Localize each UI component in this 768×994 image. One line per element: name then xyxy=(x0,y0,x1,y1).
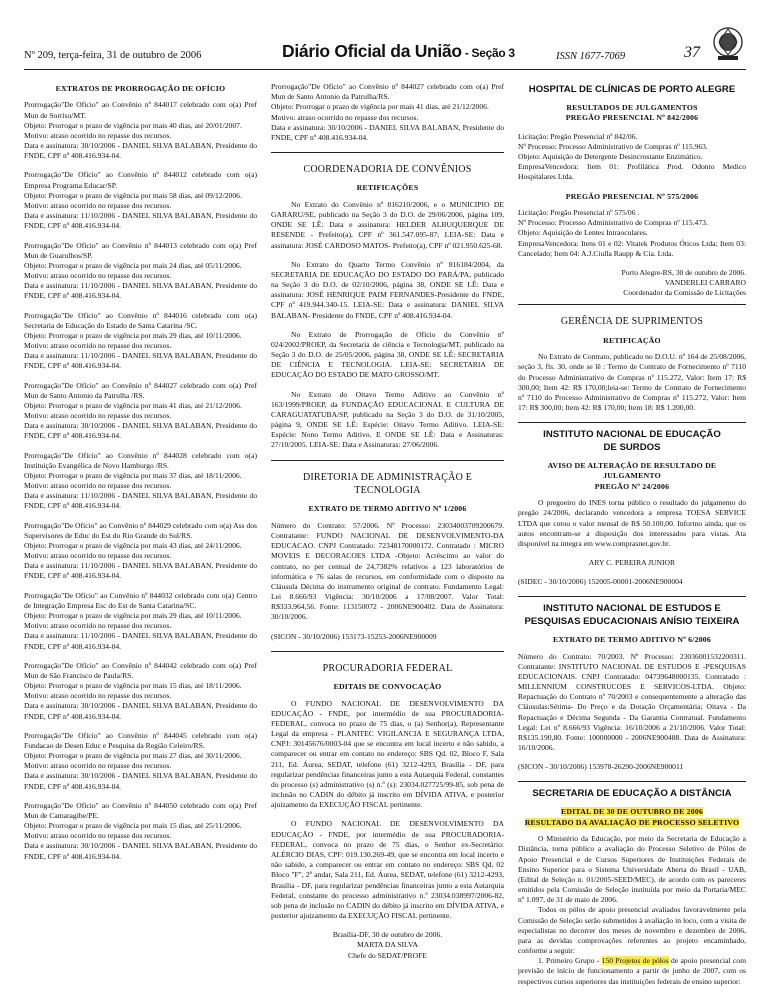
signature-name: VANDERLEI CARRARO xyxy=(664,278,746,288)
highlighted-phrase: 150 Projetos de pólos xyxy=(601,956,669,966)
section-title: EXTRATOS DE PRORROGAÇÃO DE OFÍCIO xyxy=(55,84,226,93)
extract-line: Prorrogação"De Ofício" ao Convênio nº 844032 celebrado com o(a) Centro de Integração Empresa Esc do Est de Santa Catarina/SC. xyxy=(24,590,257,610)
pregao-line: Licitação: Pregão Presencial nº 575/06 . xyxy=(518,208,640,218)
section-heading: PROCURADORIA FEDERAL xyxy=(322,662,453,674)
extract-line: Data e assinatura: 30/10/2006 - DANIEL SILVA BALABAN, Presidente do FNDE, CPF nº 408.416.934-04. xyxy=(24,841,257,861)
section-label: - Seção 3 xyxy=(464,46,515,60)
edital-text xyxy=(518,956,746,987)
pregao-line: Nº Processo: Processo Administrativo de Compras nº 115.963. xyxy=(518,141,708,151)
divider xyxy=(518,781,746,782)
sicon-code: (SICON - 30/10/2006) 153173-15253-2006NE900009 xyxy=(271,631,437,641)
section-caption: EXTRATO DE TERMO ADITIVO Nº 1/2006 xyxy=(308,504,467,514)
signature-place-date: Brasília-DF, 30 de outubro de 2006. xyxy=(332,930,443,940)
pregao-line: EmpresaVencedora: Item 01: Profilática Prod. Odonto Medico Hospitalares Ltda. xyxy=(518,162,746,182)
extract-line: Motivo: atraso ocorrido no repasse dos recursos. xyxy=(24,621,172,631)
extract-block xyxy=(24,100,257,161)
org-line: DE SURDOS xyxy=(603,442,661,454)
extract-block xyxy=(24,591,257,652)
extract-line: Motivo: atraso ocorrido no repasse dos recursos. xyxy=(24,130,172,140)
extract-block xyxy=(24,521,257,582)
extract-line: Prorrogação"De Ofício" ao Convênio nº 844042 celebrado com o(a) Pref Mun de São Francisco de Paula/RS. xyxy=(24,660,257,680)
section-caption: PREGÃO PRESENCIAL Nº 575/2006 xyxy=(565,191,699,201)
extract-line: Objeto: Prorrogar o prazo de vigência por mais 29 dias, até 10/11/2006. xyxy=(24,330,242,340)
extract-block xyxy=(24,241,257,302)
extract-line: Prorrogação"De Ofício" ao Convênio nº 844028 celebrado com o(a) Instituição Evangélica de Novo Hamburgo /RS. xyxy=(24,450,257,470)
pregao-line: Objeto: Aquisição de Detergente Desincrostante Enzimático. xyxy=(518,152,703,162)
extract-line: Data e assinatura: 30/10/2006 - DANIEL SILVA BALABAN, Presidente do FNDE, CPF nº 408.416.934-04. xyxy=(24,771,257,791)
pregao-line: Nº Processo: Processo Administrativo de Compras nº 115.473. xyxy=(518,218,708,228)
caption-line: RESULTADOS DE JULGAMENTOS xyxy=(566,102,698,112)
page-number: 37 xyxy=(684,44,700,61)
section-caption: EXTRATO DE TERMO ADITIVO Nº 6/2006 xyxy=(552,635,712,645)
signature-place-date: Porto Alegre-RS, 30 de outubro de 2006. xyxy=(621,267,746,277)
org-line: INSTITUTO NACIONAL DE ESTUDOS E xyxy=(543,603,721,615)
issue-date: Nº 209, terça-feira, 31 de outubro de 2006 xyxy=(24,50,202,61)
extract-line: Data e assinatura: 11/10/2006 - DANIEL SILVA BALABAN, Presidente do FNDE, CPF nº 408.416.934-04. xyxy=(24,631,257,651)
section-caption: RETIFICAÇÃO xyxy=(603,335,661,345)
extract-line: Motivo: atraso ocorrido no repasse dos recursos. xyxy=(24,200,172,210)
extract-line: Data e assinatura: 30/10/2006 - DANIEL SILVA BALABAN, Presidente do FNDE, CPF nº 408.416.934-04. xyxy=(24,701,257,721)
org-heading xyxy=(518,429,746,455)
divider xyxy=(518,596,746,597)
edital-text: O FUNDO NACIONAL DE DESENVOLVIMENTO DA EDUCAÇÃO - FNDE, por intermédio de sua PROCURADORIA-FEDERAL, convoca no prazo de 75 dias, o Senhor ex-Secretário: ALÉRCIO DIAS, CPF: 019.130.269-49, que se encontra em local incerto e não sabido, a comparecer ou entrar em contato no endereço: SBS Qd. 02 Bloco "F", 2º andar, Sala 211, Ed. Áurea, SEDAT, telefone (61) 3212-4293, Brasília - DF, para regularizar pendências financeiras junto a esta Autarquia Federal, constante do processo administrativo n.º 23034.038997/2006-82, sob pena de inclusão no CADIN do débito já inscrito em DÍVIDA ATIVA, e posterior ajuizamento da EXECUÇÃO FISCAL pertinente. xyxy=(271,819,504,921)
section-caption: RETIFICAÇÕES xyxy=(356,183,419,193)
pregao-line: Objeto: Aquisição de Lentes Intraoculares. xyxy=(518,228,648,238)
section-caption xyxy=(518,461,746,492)
extract-line: Prorrogação"De Ofício" ao Convênio nº 844017 celebrado com o(a) Pref Mun de Sorriso/MT. xyxy=(24,100,257,120)
aviso-text: O pregoeiro do INES torna público o resultado do julgamento do pregão 24/2006, declarando vencedora a empresa TOESA SERVICE LTDA que cotou o valor mensal de R$ 50.100,00. Informo ainda, que os autos encontram-se a disposição dos interessados para vistas. Ata disponível na integra em www.comprasnet.gov.br. xyxy=(518,498,746,548)
divider xyxy=(271,152,504,153)
signature-block xyxy=(518,268,746,299)
extract-line: Objeto: Prorrogar o prazo de vigência por mais 41 dias, até 21/12/2006. xyxy=(24,400,242,410)
extract-line: Objeto: Prorrogar o prazo de vigência por mais 15 dias, até 25/11/2006. xyxy=(24,821,242,831)
aditivo-text: Número do Contrato: 70/2003. Nº Processo: 23036001532200311. Contratante: INSTITUTO NACIONAL DE ESTUDOS E -PESQUISAS EDUCACIONAIS. CNPJ Contratado: 04739648000135. Contratado : MILLENNIUM CONSTRUCOES E SERVICOS-LTDA. Objeto: Repactuação do Contrato nº 70/2003 e consequentemente a alteração das Cláusulas:Sétima- Do Preço e da Dotação Orçamentária; Oitava - Da Repactuação e Décima Segunda - Da Garantia Contratual. Fundamento Legal: Lei nº 8.666/93 Vigência: 16/10/2006 a 21/10/2006. Valor Total: R$135.190,80. Fonte: 100000000 - 2006NE900488. Data de Assinatura: 16/10/2006. xyxy=(518,651,746,753)
org-heading: SECRETARIA DE EDUCAÇÃO A DISTÂNCIA xyxy=(532,788,732,800)
extract-line: Prorrogação"De Ofício" ao Convênio nº 844029 celebrado com o(a) Ass dos Supervisores de Educ do Est do Rio Grande do Sul/RS. xyxy=(24,520,257,540)
extract-line: Objeto: Prorrogar o prazo de vigência por mais 29 dias, até 10/11/2006. xyxy=(24,611,242,620)
caption-line: AVISO DE ALTERAÇÃO DE RESULTADO DE JULGAMENTO xyxy=(547,460,717,481)
divider xyxy=(518,304,746,305)
retification-text: No Extrato do Convênio nº 816210/2006, e o MUNICIPIO DE GARARU/SE, publicado na Seção 3 do D.O. de 29/06/2006, página 109, ONDE SE LÊ: Data e assinatura: HELDER ALBUQUERQUE DE RESENDE - Prefeito(a), CPF nº 361.547.095-87; LEIA-SE: Data e assinatura: JOSÉ CARDOSO MATOS- Prefeito(a), CPF nº 021.950.625-68. xyxy=(271,199,504,250)
group-suffix: de apoio presencial com previsão de início de funcionamento a partir de junho de 2007, com os respectivos cursos superiores das instituições federais de ensino superior: xyxy=(518,956,746,986)
divider xyxy=(271,651,504,652)
extract-line: Objeto: Prorrogar o prazo de vigência por mais 15 dias, até 18/11/2006. xyxy=(24,681,242,691)
extract-line: Objeto: Prorrogar o prazo de vigência por mais 37 dias, até 18/11/2006. xyxy=(24,470,242,480)
retification-text: No Extrato do Oitavo Termo Aditivo ao Convênio nº 163/1999/PROEP, da FUNDAÇÃO EDUCACIONAL E CULTURA DE CARAGUATATUBA/SP, publicado na Seção 3 do D.O. de 31/10/2005, página 9, ONDE SE LÊ: Espécie: Oitavo Termo Aditivo. LEIA-SE: Espécie: Nono Termo Aditivo. E ONDE SE LÊ: Data e Assinaturas: 27/10/2005. LEIA-SE: Data e Assinaturas: 27/06/2006. xyxy=(271,389,504,450)
group-prefix: 1. Primeiro Grupo - xyxy=(538,956,602,966)
extract-line: Objeto: Prorrogar o prazo de vigência por mais 40 dias, até 20/01/2007. xyxy=(24,120,242,130)
org-line: INSTITUTO NACIONAL DE EDUCAÇÃO xyxy=(543,429,721,441)
extract-line: Data e assinatura: 30/10/2006 - DANIEL SILVA BALABAN, Presidente do FNDE, CPF nº 408.416.934-04. xyxy=(271,122,504,142)
signature-name: MARTA DA SILVA xyxy=(357,940,418,950)
divider xyxy=(518,422,746,423)
aditivo-text: Número do Contrato: 57/2006. Nº Processo: 23034003709200679. Contratante: FUNDO NACIONAL DE DESENVOLVIMENTO-DA EDUCACAO. CNPJ Contratado: 72348170000172. Contratado : MICRO MOVEIS E DECORACOES LTDA -Objeto: Acréscimo ao valor do contrato, no per centual de 24,7382% relativos a 123 laboratórios de informática e 76 salas de recursos, em conformidade com o disposto na Cláusula Décima do instrumento original de contrato. Fundamento Legal: Lei 8.666/93 Vigência: 30/10/2006 a 17/08/2007. Valor Total: R$333.964,56. Fonte: 113150072 - 2006NE900402. Data de Assinatura: 30/10/2006. xyxy=(271,520,504,622)
pregao-line: Licitação: Pregão Presencial nº 842/06. xyxy=(518,131,638,141)
edital-text: O Ministério da Educação, por meio da Secretaria de Educação a Distância, torna público a avaliação do Processo Seletivo de Pólos de Apoio Presencial e de Cursos Superiores de Instituições Federais de Ensino Superior para o Sistema Universidade Aberta do Brasil - UAB, (Edital de Seleção n. 01/2005-SEED/MEC), de acordo com os pareceres emitidos pela Comissão de Seleção instituída por meio da Portaria/MEC nº 1.097, de 31 de maio de 2006. xyxy=(518,834,746,905)
edital-title xyxy=(518,807,746,828)
signature-block xyxy=(271,930,504,961)
extract-line: Data e assinatura: 11/10/2006 - DANIEL SILVA BALABAN, Presidente do FNDE, CPF nº 408.416.934-04. xyxy=(24,491,257,511)
retification-text: No Extrato do Quarto Termo Convênio nº 816184/2004, da SECRETARIA DE EDUCAÇÃO DO ESTADO DO PARÁ/PA, publicado na Seção 3 do D.O. de 02/10/2006, página 38, ONDE SE LÊ: Data e assinatura: JOSÉ HENRIQUE PAIM FERNANDES-Presidente do FNDE, CPF nº 419.944.340-15. LEIA-SE: Data e assinatura: DANIEL SILVA BALABAN- Presidente do FNDE, CPF nº 408.416.934-04. xyxy=(271,259,504,320)
caption-line: PREGÃO PRESENCIAL Nº 842/2006 xyxy=(565,113,699,123)
retification-text: No Extrato de Contrato, publicado no D.O.U. nº 164 de 25/08/2006, seção 3, fls. 30, onde se lê : Termo de Contrato de Fornecimento nº 7110 do Processo Administrativo de Compras nº 115.272, Valor: Item 17: R$ 300,00; Item 42: R$ 170,00;leia-se: Termo de Contrato de Fornecimento nº 7110 do Processo Administrativo de Compras nº 115.272, Valor: Item 17: R$ 300,00; Item 42: R$ 170,00; Item 18: R$ 1.200,00. xyxy=(518,352,746,413)
issn: ISSN 1677-7069 xyxy=(556,51,626,62)
extract-line: Data e assinatura: 11/10/2006 - DANIEL SILVA BALABAN, Presidente do FNDE, CPF nº 408.416.934-04. xyxy=(24,351,257,371)
highlighted-title-line: RESULTADO DA AVALIAÇÃO DE PROCESSO SELETIVO xyxy=(524,817,740,827)
retification-text: No Extrato de Prorrogação de Ofício do Convênio nº 024/2002/PROEP, da Secretaria de ciência e Tecnologia/MT, publicado na Seção 3 do D.O. de 25/05/2006, página 38, ONDE SE LÊ: SECRETARIA DE CIÊNCIA E TECNOLOGIA. LEIA-SE: SECRETARIA DE EDUCAÇÃO DO ESTADO DE MATO GROSSO/MT. xyxy=(271,329,504,380)
column-3 xyxy=(518,82,746,987)
extract-line: Objeto: Prorrogar o prazo de vigência por mais 41 dias, até 21/12/2006. xyxy=(271,102,489,112)
column-2 xyxy=(271,82,504,961)
signature-role: Coordenador da Comissão de Licitações xyxy=(623,288,746,298)
extract-line: Motivo: atraso ocorrido no repasse dos recursos. xyxy=(24,761,172,771)
section-heading: COORDENADORIA DE CONVÊNIOS xyxy=(303,164,472,176)
extract-line: Data e assinatura: 11/10/2006 - DANIEL SILVA BALABAN, Presidente do FNDE, CPF nº 408.416.934-04. xyxy=(24,561,257,581)
extract-line: Motivo: atraso ocorrido no repasse dos recursos. xyxy=(24,481,172,491)
extract-line: Motivo: atraso ocorrido no repasse dos recursos. xyxy=(271,112,419,122)
extract-block xyxy=(24,381,257,442)
extract-line: Prorrogação"De Ofício" ao Convênio nº 844016 celebrado com o(a) Secretaria de Educação do Estado de Santa Catarina /SC. xyxy=(24,310,257,330)
pregao-block xyxy=(518,132,746,183)
pregao-block xyxy=(518,208,746,259)
extract-line: Prorrogação"De Ofício" ao Convênio nº 844027 celebrado com o(a) Pref Mun de Santo Antonio da Patrulha/RS. xyxy=(271,82,504,102)
extract-line: Data e assinatura: 11/10/2006 - DANIEL SILVA BALABAN, Presidente do FNDE, CPF nº 408.416.934-04. xyxy=(24,211,257,231)
extract-block xyxy=(24,170,257,231)
extract-line: Prorrogação"De Ofício" ao Convênio nº 844013 celebrado com o(a) Pref Mun de Guarulhos/SP. xyxy=(24,240,257,260)
extract-line: Objeto: Prorrogar o prazo de vigência por mais 27 dias, até 30/11/2006. xyxy=(24,751,242,761)
extract-line: Prorrogação"De Ofício" ao Convênio nº 844012 celebrado com o(a) Empresa Programa Educar/SP. xyxy=(24,170,257,190)
section-heading: GERÊNCIA DE SUPRIMENTOS xyxy=(560,316,704,328)
coat-of-arms-icon xyxy=(710,24,746,64)
extract-block xyxy=(271,82,504,143)
edital-text: Todos os pólos de apoio presencial avaliados favoravelmente pela Comissão de Seleção serão submetidos à avaliação in loco, com a visita de especialistas no decorrer dos meses de novembro e dezembro de 2006, para as devidas comprovações referentes ao projeto encaminhado, conforme a seguir: xyxy=(518,905,746,956)
extract-line: Objeto: Prorrogar o prazo de vigência por mais 43 dias, até 24/11/2006. xyxy=(24,540,242,550)
sicon-code: (SICON - 30/10/2006) 153978-26290-2006NE900011 xyxy=(518,762,684,772)
page-header xyxy=(24,30,746,70)
sidec-code: (SIDEC - 30/10/2006) 152005-00001-2006NE900004 xyxy=(518,577,683,587)
org-line: PESQUISAS EDUCACIONAIS ANÍSIO TEIXEIRA xyxy=(524,616,740,628)
column-1 xyxy=(24,82,257,871)
signature-name: ARY C. PEREIRA JUNIOR xyxy=(588,558,676,568)
extract-line: Prorrogação"De Ofício" ao Convênio nº 844027 celebrado com o(a) Pref Mun de Santo Antonio da Patrulha /RS. xyxy=(24,380,257,400)
extract-line: Motivo: atraso ocorrido no repasse dos recursos. xyxy=(24,551,172,561)
extract-line: Motivo: atraso ocorrido no repasse dos recursos. xyxy=(24,691,172,701)
extract-list xyxy=(24,100,257,861)
section-caption xyxy=(518,103,746,124)
highlighted-title-line: EDITAL DE 30 DE OUTUBRO DE 2006 xyxy=(560,807,704,817)
journal-title xyxy=(282,41,515,62)
journal-name: Diário Oficial da União xyxy=(282,41,462,61)
org-heading: HOSPITAL DE CLÍNICAS DE PORTO ALEGRE xyxy=(528,84,736,95)
org-heading xyxy=(518,603,746,629)
edital-text: O FUNDO NACIONAL DE DESENVOLVIMENTO DA EDUCAÇÃO - FNDE, por intermédio de sua PROCURADORIA-FEDERAL, convoca no prazo de 75 dias, o (a) Senhor(a), Representante Legal da empresa - PLANITEC VIGILANCIA E SEGURANÇA LTDA, CNPJ: 30145676/0003-04 que se encontra em local incerto e não sabido, a comparecer ou entrar em contato no endereço: SBS Qd. 02, Bloco F, Sala 211, Ed. Áurea, SEDAT, telefone (61) 3212-4293, Brasília - DF, para regularizar pendências financeiras junto a esta Autarquia Federal, constantes do processo (s) administrativo (s) n.º (s): 23034.027725/99-85, sob pena de inclusão no CADIN do débito já inscrito em DÍVIDA ATIVA, e posterior ajuizamento da EXECUÇÃO FISCAL pertinente. xyxy=(271,698,504,810)
extract-line: Data e assinatura: 30/10/2006 - DANIEL SILVA BALABAN, Presidente do FNDE, CPF nº 408.416.934-04. xyxy=(24,421,257,441)
extract-block xyxy=(24,731,257,792)
extract-line: Motivo: atraso ocorrido no repasse dos recursos. xyxy=(24,341,172,351)
section-heading: DIRETORIA DE ADMINISTRAÇÃO E TECNOLOGIA xyxy=(302,471,473,497)
extract-line: Data e assinatura: 11/10/2006 - DANIEL SILVA BALABAN, Presidente do FNDE, CPF nº 408.416.934-04. xyxy=(24,281,257,301)
extract-block xyxy=(24,451,257,512)
extract-block xyxy=(24,661,257,722)
pregao-line: EmpresaVencedora: Itens 01 e 02: Vitatek Produtos Óticos Ltda; Item 03: Cancelado; Item 04: A.J.Ciulla Raupp & Cia. Ltda. xyxy=(518,238,746,258)
divider xyxy=(271,460,504,461)
extract-line: Motivo: atraso ocorrido no repasse dos recursos. xyxy=(24,271,172,281)
extract-line: Objeto: Prorrogar o prazo de vigência por mais 58 dias, até 09/12/2006. xyxy=(24,190,242,200)
section-caption: EDITAIS DE CONVOCAÇÃO xyxy=(333,682,442,692)
extract-block xyxy=(24,311,257,372)
signature-role: Chefe do SEDAT/PROFE xyxy=(348,950,427,960)
extract-line: Prorrogação"De Ofício" ao Convênio nº 844045 celebrado com o(a) Fundacao de Desen Educ e Pesquisa da Região Celeiro/RS. xyxy=(24,730,257,750)
extract-line: Motivo: atraso ocorrido no repasse dos recursos. xyxy=(24,411,172,421)
caption-line: PREGÃO Nº 24/2006 xyxy=(594,481,670,491)
extract-block xyxy=(24,801,257,862)
extract-line: Motivo: atraso ocorrido no repasse dos recursos. xyxy=(24,831,172,841)
extract-line: Prorrogação"De Ofício" ao Convênio nº 844050 celebrado com o(a) Pref Mun de Camaragibe/PE. xyxy=(24,800,257,820)
extract-line: Data e assinatura: 30/10/2006 - DANIEL SILVA BALABAN, Presidente do FNDE, CPF nº 408.416.934-04. xyxy=(24,141,257,161)
extract-line: Objeto: Prorrogar o prazo de vigência por mais 24 dias, até 05/11/2006. xyxy=(24,260,242,270)
